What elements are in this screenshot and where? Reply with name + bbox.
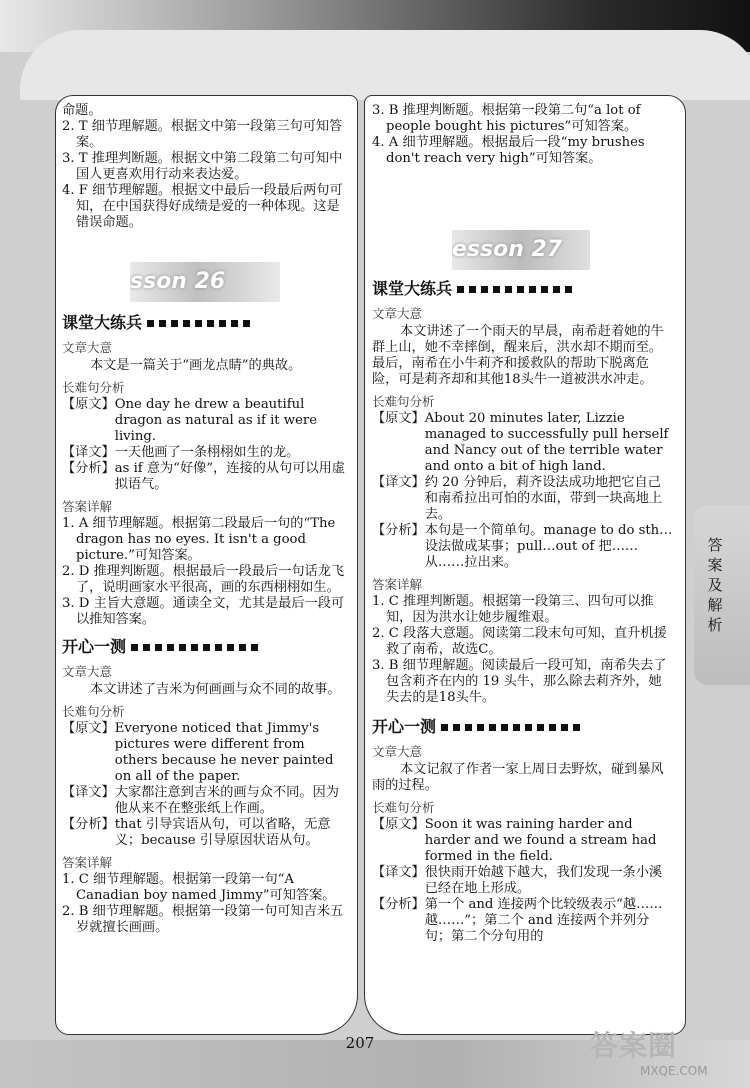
summary-text: 本文讲述了吉米为何画画与众不同的故事。 [90, 682, 341, 697]
subheading-answers: 答案详解 [62, 499, 113, 514]
subheading-long-sentence: 长难句分析 [62, 704, 125, 719]
summary-text: 本文讲述了一个雨天的早晨，南希赶着她的牛群上山，她不幸摔倒，醒来后，洪水却不期而至。最后，南希在小牛莉齐和援救队的帮助下脱离危险，可是莉齐却和其他18头牛一道被洪水冲走。 [372, 324, 664, 387]
page-frame [20, 30, 750, 100]
section-title-practice: 课堂大练兵 [62, 312, 345, 334]
original-sentence: 【原文】 One day he drew a beautiful dragon as natural as if it were living. [62, 397, 317, 444]
translation: 【译文】 大家都注意到吉米的画与众不同。因为他从来不在整张纸上作画。 [62, 785, 339, 816]
original-sentence: 【原文】 Soon it was raining harder and harder and we found a stream had formed in the field. [372, 817, 657, 864]
subheading-answers: 答案详解 [62, 855, 113, 870]
subheading-answers: 答案详解 [372, 577, 423, 592]
answer-item: 3. T 推理判断题。根据文中第二段第二句可知中国人更喜欢用行动来表达爱。 [62, 151, 343, 182]
translation: 【译文】 约 20 分钟后，莉齐设法成功地把它自己和南希拉出可怕的水面，带到一块高地上去。 [372, 475, 663, 522]
right-lesson-27 [372, 274, 674, 945]
left-lesson-26 [62, 308, 345, 936]
subheading-long-sentence: 长难句分析 [372, 800, 435, 815]
answer-item: 2. C 段落大意题。阅读第二段末句可知，直升机援救了南希，故选C。 [372, 626, 667, 657]
answer-item: 1. C 推理判断题。根据第一段第三、四句可以推知，因为洪水让她步履维艰。 [372, 594, 654, 625]
section-title-quiz: 开心一测 [62, 636, 345, 658]
original-sentence: 【原文】 About 20 minutes later, Lizzie managed to successfully pull herself and Nancy out of the terrible water and onto a bit of high land. [372, 411, 669, 474]
summary-text: 本文记叙了作者一家上周日去野炊，碰到暴风雨的过程。 [372, 762, 664, 793]
answer-item: 命题。 [62, 103, 102, 118]
subheading-long-sentence: 长难句分析 [372, 394, 435, 409]
answer-item: 3. B 推理判断题。根据第一段第二句“a lot of people bought his pictures”可知答案。 [372, 103, 641, 134]
answer-item: 2. B 细节理解题。根据第一段第一句可知吉米五岁就擅长画画。 [62, 904, 344, 935]
left-top-answers [62, 103, 345, 231]
answer-item: 1. A 细节理解题。根据第二段最后一句的“The dragon has no eyes. It isn't a good picture.”可知答案。 [62, 516, 336, 563]
section-title-practice: 课堂大练兵 [372, 278, 674, 300]
watermark-logo: 答案圈 [590, 1029, 678, 1062]
analysis: 【分析】 that 引导宾语从句，可以省略，无意义；because 引导原因状语从句。 [62, 817, 331, 848]
subheading-summary: 文章大意 [372, 306, 423, 321]
subheading-long-sentence: 长难句分析 [62, 380, 125, 395]
lesson-26-banner: sson 26 [130, 262, 280, 302]
lesson-27-banner: esson 27 [452, 230, 590, 270]
watermark-url: MXQE.COM [640, 1064, 708, 1078]
side-tab-label: 答案及解析 [707, 536, 723, 634]
answer-item: 3. B 细节理解题。阅读最后一段可知，南希失去了包含莉齐在内的 19 头牛，那么除去莉齐外，她失去的是18头牛。 [372, 658, 667, 705]
original-sentence: 【原文】 Everyone noticed that Jimmy's pictures were different from others because he never painted on all of the paper. [62, 721, 334, 784]
answer-item: 2. T 细节理解题。根据文中第一段第三句可知答案。 [62, 119, 343, 150]
section-title-quiz: 开心一测 [372, 716, 674, 738]
answer-item: 2. D 推理判断题。根据最后一段最后一句话龙飞了，说明画家水平很高，画的东西栩栩如生。 [62, 564, 345, 595]
answer-item: 3. D 主旨大意题。通读全文，尤其是最后一段可以推知答案。 [62, 596, 345, 627]
page-number: 207 [345, 1034, 375, 1052]
summary-text: 本文是一篇关于“画龙点睛”的典故。 [90, 358, 302, 373]
analysis: 【分析】 第一个 and 连接两个比较级表示“越……越……”；第二个 and 连接两个并列分句；第二个分句用的 [372, 897, 663, 944]
translation: 【译文】 很快雨开始越下越大，我们发现一条小溪已经在地上形成。 [372, 865, 663, 896]
analysis: 【分析】 as if 意为“好像”，连接的从句可以用虚拟语气。 [62, 461, 345, 492]
right-top-answers [372, 103, 674, 167]
translation: 【译文】 一天他画了一条栩栩如生的龙。 [62, 445, 300, 460]
subheading-summary: 文章大意 [62, 340, 113, 355]
subheading-summary: 文章大意 [372, 744, 423, 759]
subheading-summary: 文章大意 [62, 664, 113, 679]
answer-item: 4. F 细节理解题。根据文中最后一段最后两句可知，在中国获得好成绩是爱的一种体现。这是错误命题。 [62, 183, 343, 230]
answer-item: 1. C 细节理解题。根据第一段第一句“A Canadian boy named Jimmy”可知答案。 [62, 872, 336, 903]
answer-item: 4. A 细节理解题。根据最后一段“my brushes don't reach very high”可知答案。 [372, 135, 645, 166]
analysis: 【分析】 本句是一个简单句。manage to do sth… 设法做成某事；pull…out of 把……从……拉出来。 [372, 523, 673, 570]
